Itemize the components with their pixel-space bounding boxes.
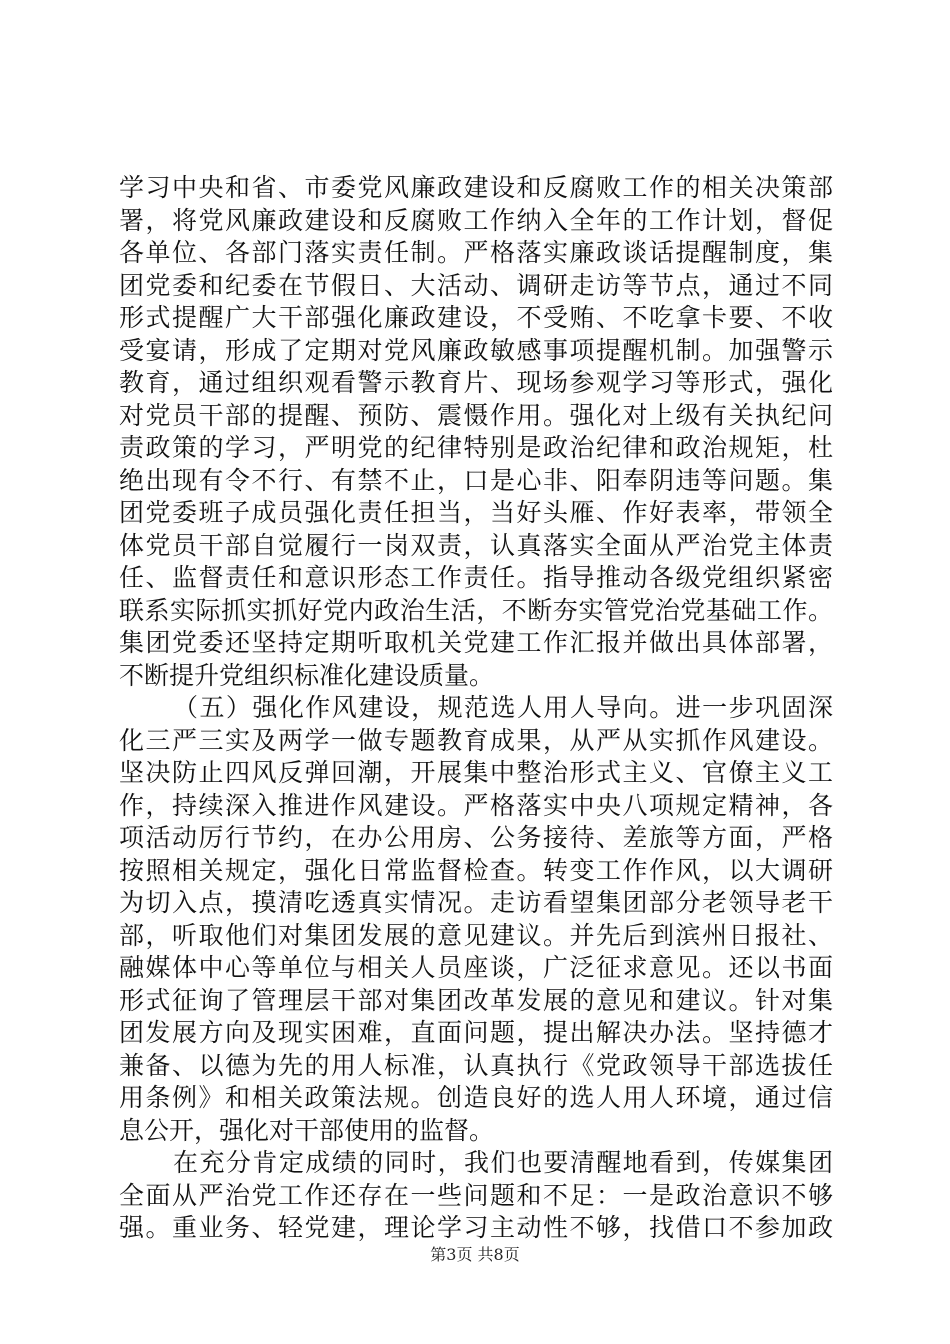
text-line: 形式征询了管理层干部对集团改革发展的意见和建议。针对集 (119, 985, 833, 1015)
text-line: （五）强化作风建设，规范选人用人导向。进一步巩固深 (173, 693, 833, 722)
text-line: 按照相关规定，强化日常监督检查。转变工作作风，以大调研 (119, 855, 833, 885)
text-line: 部，听取他们对集团发展的意见建议。并先后到滨州日报社、 (119, 920, 833, 950)
text-line: 教育，通过组织观看警示教育片、现场参观学习等形式，强化 (119, 368, 833, 397)
text-line: 任、监督责任和意识形态工作责任。指导推动各级党组织紧密 (119, 563, 833, 592)
text-line: 用条例》和相关政策法规。创造良好的选人用人环境，通过信 (119, 1083, 833, 1112)
text-line: 全面从严治党工作还存在一些问题和不足：一是政治意识不够 (119, 1180, 833, 1210)
text-line: 不断提升党组织标准化建设质量。 (119, 660, 495, 690)
text-line: 团发展方向及现实困难，直面问题，提出解决办法。坚持德才 (119, 1018, 833, 1047)
text-line: 团党委和纪委在节假日、大活动、调研走访等节点，通过不同 (119, 270, 833, 300)
text-line: 息公开，强化对干部使用的监督。 (119, 1115, 495, 1145)
text-line: 坚决防止四风反弹回潮，开展集中整治形式主义、官僚主义工 (119, 758, 833, 787)
text-line: 各单位、各部门落实责任制。严格落实廉政谈话提醒制度，集 (119, 238, 833, 267)
text-line: 受宴请，形成了定期对党风廉政敏感事项提醒机制。加强警示 (119, 335, 833, 365)
text-line: 对党员干部的提醒、预防、震慑作用。强化对上级有关执纪问 (119, 400, 833, 430)
text-line: 学习中央和省、市委党风廉政建设和反腐败工作的相关决策部 (119, 173, 833, 202)
text-line: 融媒体中心等单位与相关人员座谈，广泛征求意见。还以书面 (119, 953, 833, 982)
text-line: 强。重业务、轻党建，理论学习主动性不够，找借口不参加政 (119, 1213, 833, 1242)
body-text (119, 172, 833, 1245)
text-line: 兼备、以德为先的用人标准，认真执行《党政领导干部选拔任 (119, 1050, 833, 1080)
page-footer: 第3页 共8页 (430, 1245, 520, 1264)
text-line: 署，将党风廉政建设和反腐败工作纳入全年的工作计划，督促 (119, 205, 833, 235)
text-line: 联系实际抓实抓好党内政治生活，不断夯实管党治党基础工作。 (119, 595, 833, 625)
text-line: 体党员干部自觉履行一岗双责，认真落实全面从严治党主体责 (119, 530, 833, 560)
text-line: 作，持续深入推进作风建设。严格落实中央八项规定精神，各 (119, 790, 833, 820)
text-line: 集团党委还坚持定期听取机关党建工作汇报并做出具体部署， (119, 628, 833, 657)
text-line: 形式提醒广大干部强化廉政建设，不受贿、不吃拿卡要、不收 (119, 303, 833, 332)
text-line: 绝出现有令不行、有禁不止，口是心非、阳奉阴违等问题。集 (119, 465, 833, 495)
text-line: 在充分肯定成绩的同时，我们也要清醒地看到，传媒集团 (173, 1148, 833, 1177)
text-line: 团党委班子成员强化责任担当，当好头雁、作好表率，带领全 (119, 498, 833, 527)
text-line: 为切入点，摸清吃透真实情况。走访看望集团部分老领导老干 (119, 888, 833, 917)
text-line: 化三严三实及两学一做专题教育成果，从严从实抓作风建设。 (119, 725, 833, 755)
text-line: 项活动厉行节约，在办公用房、公务接待、差旅等方面，严格 (119, 823, 833, 852)
text-line: 责政策的学习，严明党的纪律特别是政治纪律和政治规矩，杜 (119, 433, 833, 462)
